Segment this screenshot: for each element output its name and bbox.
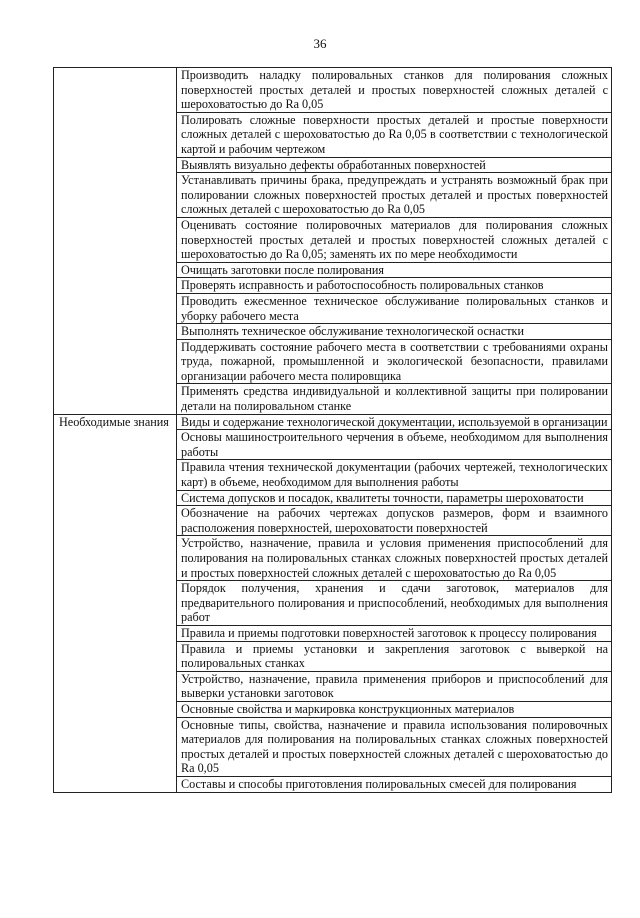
table-row: [54, 414, 612, 430]
requirement-text: Выявлять визуально дефекты обработанных поверхностей: [177, 157, 612, 173]
requirement-text: Очищать заготовки после полирования: [177, 262, 612, 278]
requirement-text: Основы машиностроительного черчения в объеме, необходимом для выполнения работы: [177, 430, 612, 460]
requirement-text: Правила и приемы установки и закрепления заготовок с выверкой на полировальных станках: [177, 641, 612, 671]
section-label: [54, 68, 177, 415]
page-number: 36: [313, 36, 327, 51]
requirement-text: Применять средства индивидуальной и коллективной защиты при полировании детали на полировальном станке: [177, 384, 612, 414]
requirement-text: Основные типы, свойства, назначение и правила использования полировочных материалов для полирования на полировальных станках сложных поверхностей простых деталей и простых поверхностей сложных деталей с шероховатостью до Ra 0,05: [177, 717, 612, 776]
requirement-text: Правила и приемы подготовки поверхностей заготовок к процессу полирования: [177, 625, 612, 641]
requirement-text: Устанавливать причины брака, предупреждать и устранять возможный брак при полировании сложных поверхностей простых деталей и простых поверхностей сложных деталей с шероховатостью до Ra 0,05: [177, 173, 612, 218]
requirement-text: Правила чтения технической документации (рабочих чертежей, технологических карт) в объеме, необходимом для выполнения работы: [177, 460, 612, 490]
requirement-text: Основные свойства и маркировка конструкционных материалов: [177, 701, 612, 717]
requirement-text: Устройство, назначение, правила и условия применения приспособлений для полирования на полировальных станках сложных поверхностей простых деталей и простых поверхностей сложных деталей с шероховатостью до Ra 0,05: [177, 536, 612, 581]
requirement-text: Порядок получения, хранения и сдачи заготовок, материалов для предварительного полирования и приспособлений, необходимых для выполнения работ: [177, 581, 612, 626]
requirement-text: Виды и содержание технологической документации, используемой в организации: [177, 414, 612, 430]
requirements-table: [53, 67, 612, 793]
requirement-text: Составы и способы приготовления полировальных смесей для полирования: [177, 776, 612, 792]
requirement-text: Поддерживать состояние рабочего места в соответствии с требованиями охраны труда, пожарной, промышленной и экологической безопасности, правилами организации рабочего места полировщика: [177, 339, 612, 384]
requirement-text: Обозначение на рабочих чертежах допусков размеров, форм и взаимного расположения поверхностей, шероховатости поверхностей: [177, 506, 612, 536]
requirement-text: Устройство, назначение, правила применения приборов и приспособлений для выверки установки заготовок: [177, 671, 612, 701]
requirement-text: Проверять исправность и работоспособность полировальных станков: [177, 278, 612, 294]
section-label: Необходимые знания: [54, 414, 177, 792]
requirement-text: Проводить ежесменное техническое обслуживание полировальных станков и уборку рабочего места: [177, 293, 612, 323]
requirement-text: Оценивать состояние полировочных материалов для полирования сложных поверхностей простых деталей и простых поверхностей сложных деталей с шероховатостью до Ra 0,05; заменять их по мере необходимости: [177, 217, 612, 262]
requirement-text: Полировать сложные поверхности простых деталей и простые поверхности сложных деталей с шероховатостью до Ra 0,05 в соответствии с технологической картой и рабочим чертежом: [177, 112, 612, 157]
table-row: [54, 68, 612, 113]
requirement-text: Система допусков и посадок, квалитеты точности, параметры шероховатости: [177, 490, 612, 506]
requirement-text: Выполнять техническое обслуживание технологической оснастки: [177, 324, 612, 340]
requirement-text: Производить наладку полировальных станков для полирования сложных поверхностей простых деталей и простых поверхностей сложных деталей с шероховатостью до Ra 0,05: [177, 68, 612, 113]
